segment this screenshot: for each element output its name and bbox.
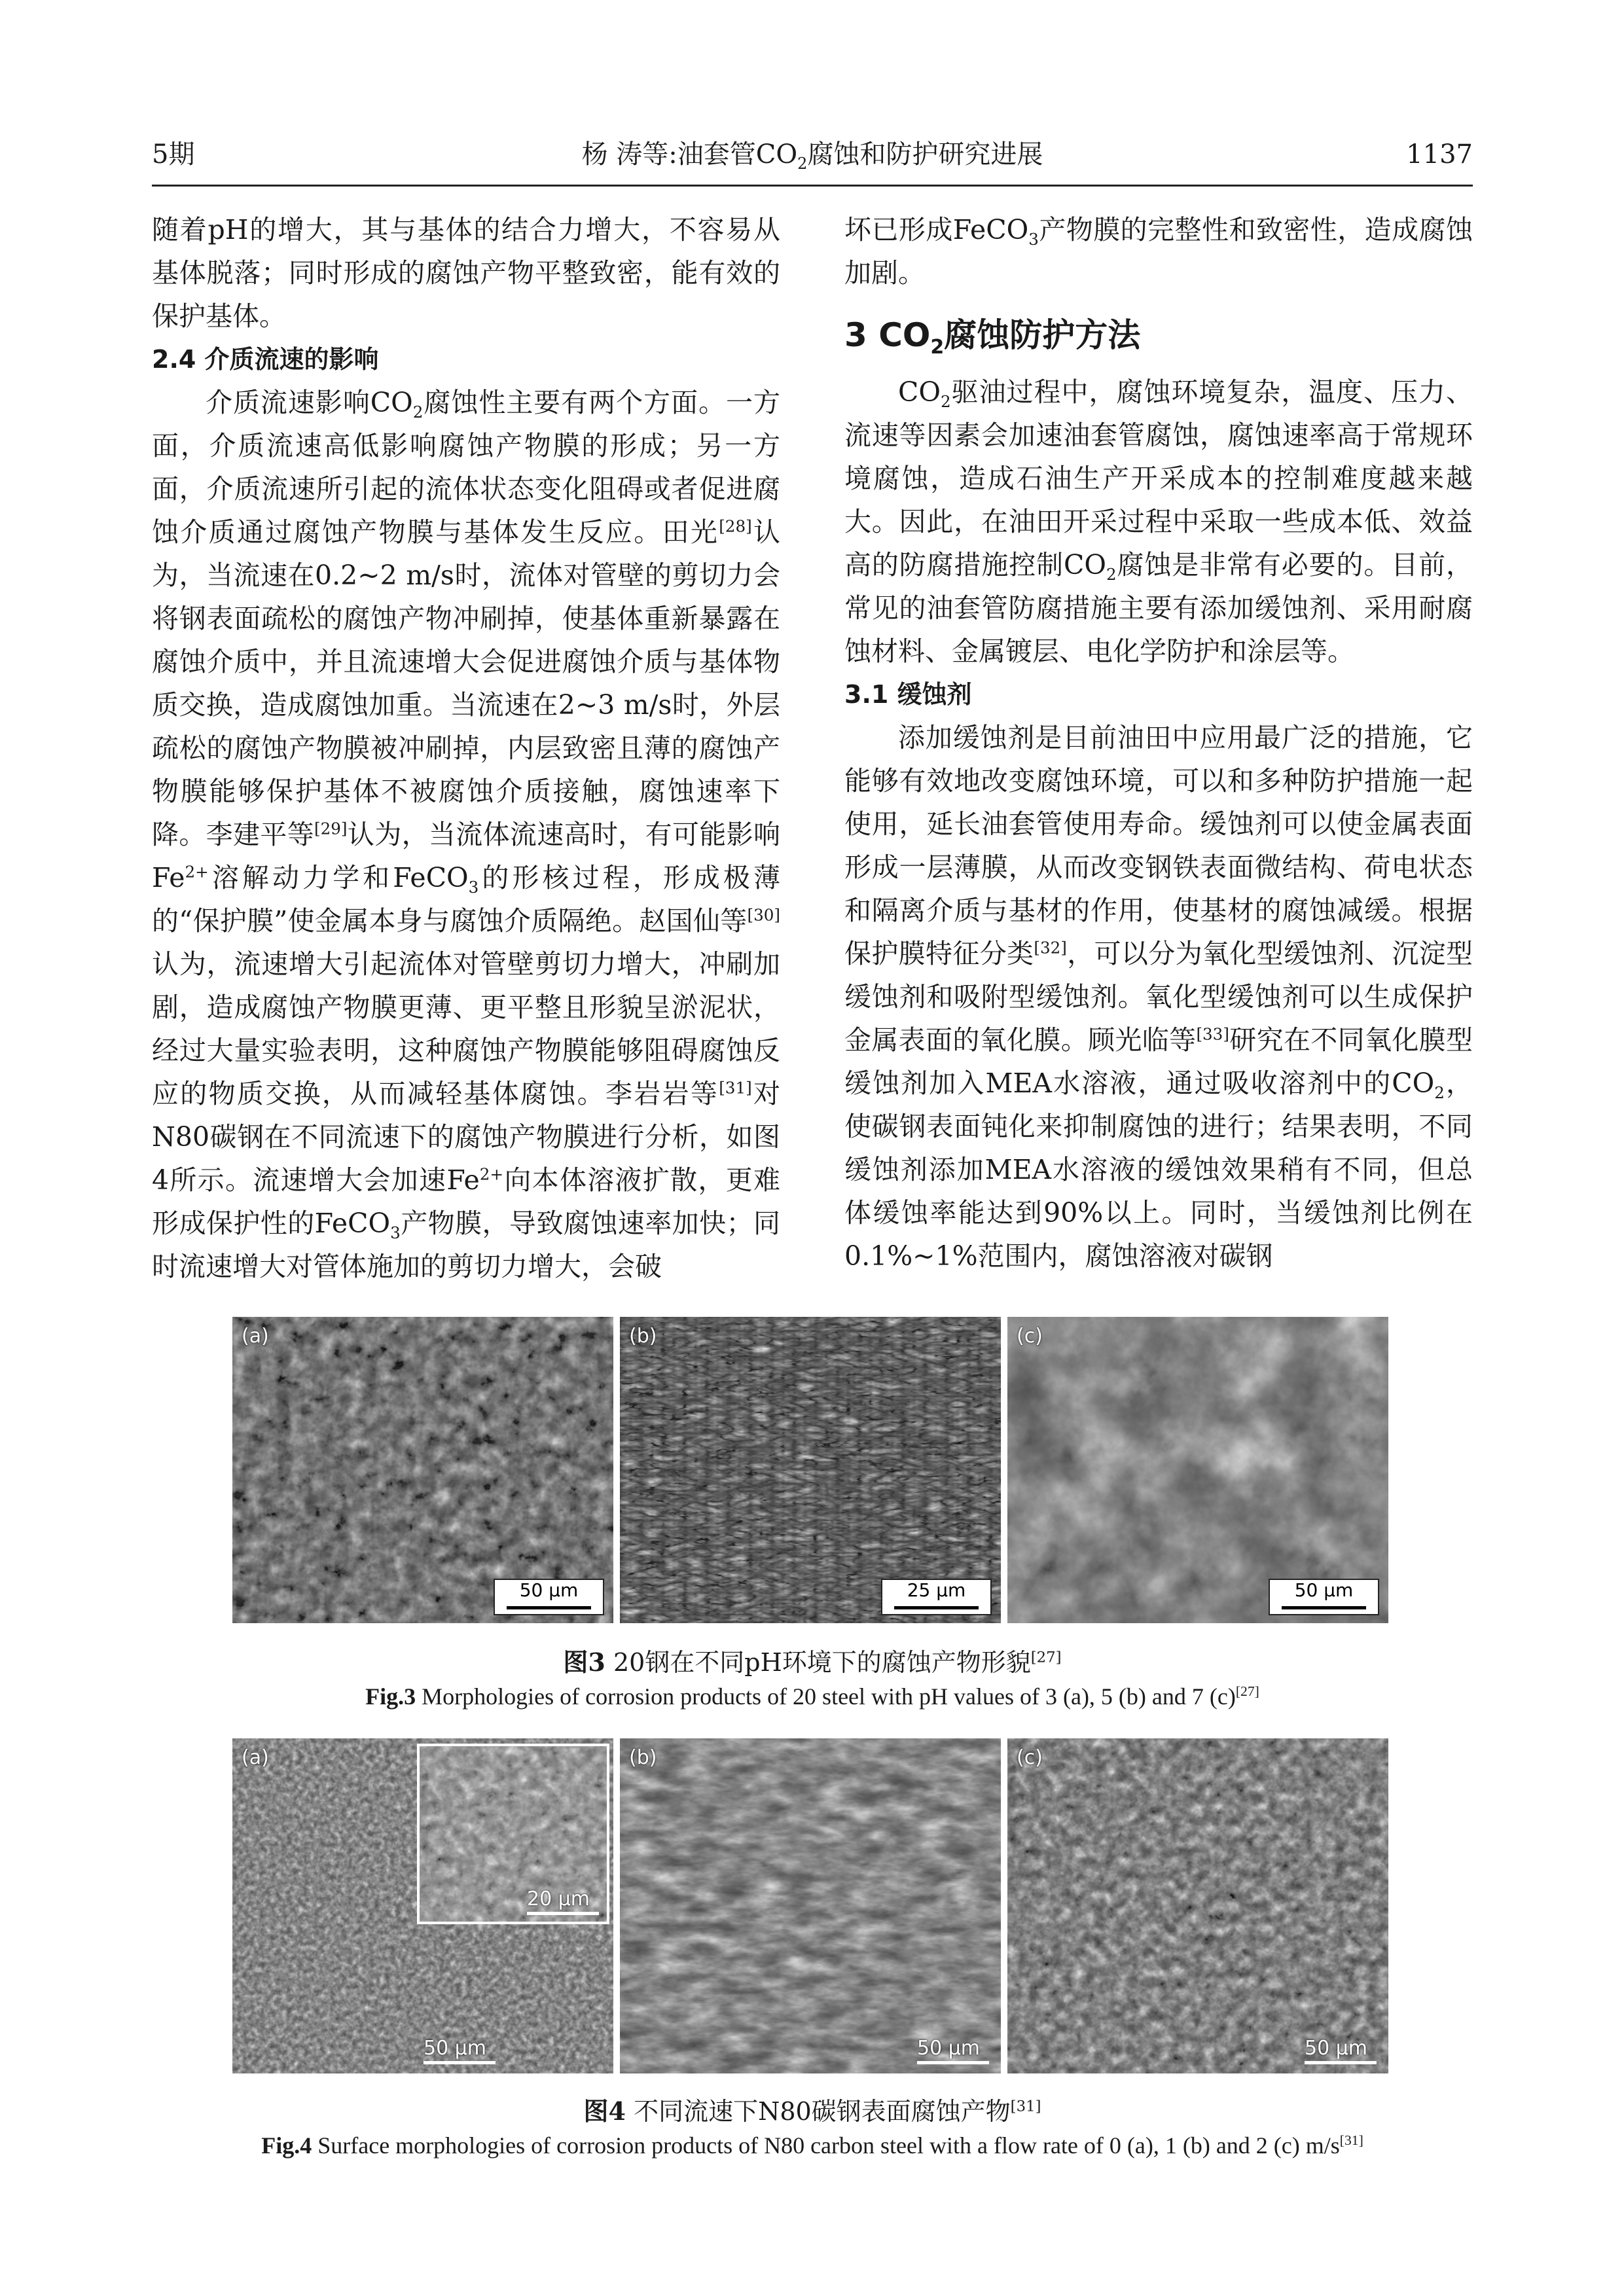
scale-bar-label: 50 µm	[424, 2037, 487, 2060]
text-run: ，使碳钢表面钝化来抑制腐蚀的进行；结果表明，不同缓蚀剂添加MEA水溶液的缓蚀效果稍有不同，但总体缓蚀率能达到90%以上。同时，当缓蚀剂比例在0.1%~1%范围内，腐蚀溶液对碳钢	[844, 1067, 1473, 1272]
citation-29: [29]	[314, 819, 348, 838]
text-run: 产物膜的完整性和致密性，造成腐蚀加剧。	[844, 214, 1473, 289]
inset-scale-label: 20 µm	[527, 1888, 590, 1910]
caption-text: Morphologies of corrosion products of 20 steel with pH values of 3 (a), 5 (b) and 7 (c)	[416, 1683, 1236, 1710]
subscript: 2	[940, 392, 951, 412]
citation-31: [31]	[719, 1078, 752, 1098]
left-column	[152, 208, 780, 1288]
running-title-suffix: 腐蚀和防护研究进展	[807, 139, 1043, 170]
text-run: 向本体溶液扩散，更难形成保护性的FeCO	[152, 1164, 781, 1239]
fig4-panel-b	[620, 1738, 1001, 2073]
running-header	[152, 136, 1473, 182]
caption-label: 图3	[563, 1647, 605, 1677]
fig4-panel-c	[1007, 1738, 1388, 2073]
subscript: 2	[412, 403, 424, 422]
running-title-sub: 2	[797, 154, 808, 173]
subscript: 3	[468, 878, 479, 897]
scale-bar	[424, 2037, 496, 2064]
right-paragraph-3	[844, 716, 1473, 1278]
subscript: 2	[1106, 565, 1117, 584]
panel-label: (b)	[629, 1325, 657, 1348]
scale-bar	[1305, 2037, 1377, 2064]
section-heading-3-1: 3.1 缓蚀剂	[844, 680, 972, 709]
running-title-prefix: 杨 涛等:油套管CO	[581, 139, 798, 170]
magnified-inset	[417, 1744, 609, 1924]
section-heading-2-4: 2.4 介质流速的影响	[152, 345, 379, 374]
text-run: 认为，流速增大引起流体对管壁剪切力增大，冲刷加剧，造成腐蚀产物膜更薄、更平整且形貌呈淤泥状，经过大量实验表明，这种腐蚀产物膜能够阻碍腐蚀反应的物质交换，从而减轻基体腐蚀。李岩岩等	[152, 948, 780, 1109]
citation-30: [30]	[747, 905, 780, 925]
scale-bar-label: 50 µm	[519, 1579, 579, 1601]
text-run: 研究在不同氧化膜型缓蚀剂加入MEA水溶液，通过吸收溶剂中的CO	[844, 1024, 1473, 1099]
text-run: 介质流速影响CO	[206, 387, 413, 418]
panel-label: (a)	[242, 1325, 269, 1348]
panel-label: (c)	[1017, 1325, 1043, 1348]
caption-citation: [27]	[1030, 1649, 1062, 1666]
superscript: 2+	[479, 1164, 504, 1184]
scale-bar	[917, 2037, 989, 2064]
text-run: 腐蚀是非常有必要的。目前，常见的油套管防腐措施主要有添加缓蚀剂、采用耐腐蚀材料、金属镀层、电化学防护和涂层等。	[844, 549, 1473, 667]
right-column	[844, 208, 1473, 1278]
figure-3	[232, 1317, 1468, 1623]
left-paragraph-1: 随着pH的增大，其与基体的结合力增大，不容易从基体脱落；同时形成的腐蚀产物平整致密，能有效的保护基体。	[152, 214, 780, 332]
scale-bar-label: 25 µm	[907, 1579, 966, 1601]
citation-32: [32]	[1034, 938, 1067, 958]
caption-text: 不同流速下N80碳钢表面腐蚀产物	[625, 2097, 1011, 2126]
scale-bar	[1269, 1579, 1379, 1615]
right-paragraph-2	[844, 370, 1473, 673]
text-run: 产物膜，导致腐蚀速率加快；同时流速增大对管体施加的剪切力增大，会破	[152, 1208, 781, 1282]
caption-text: Surface morphologies of corrosion products of N80 carbon steel with a flow rate of 0 (a), 1 (b) and 2 (c) m/s	[312, 2132, 1340, 2159]
header-rule	[152, 185, 1473, 187]
text-run: ，可以分为氧化型缓蚀剂、沉淀型缓蚀剂和吸附型缓蚀剂。氧化型缓蚀剂可以生成保护金属表面的氧化膜。顾光临等	[844, 938, 1473, 1056]
caption-label: Fig.3	[365, 1683, 416, 1710]
inset-scale-bar	[527, 1888, 599, 1915]
figure-4	[232, 1738, 1468, 2073]
subscript: 2	[930, 336, 945, 359]
scale-bar	[881, 1579, 992, 1615]
caption-citation: [31]	[1010, 2098, 1041, 2115]
text-run: 腐蚀防护方法	[944, 316, 1141, 354]
text-run: 的形核过程，形成极薄的“保护膜”使金属本身与腐蚀介质隔绝。赵国仙等	[152, 862, 780, 937]
subscript: 3	[390, 1223, 401, 1243]
text-run: 腐蚀性主要有两个方面。一方面，介质流速高低影响腐蚀产物膜的形成；另一方面，介质流速所引起的流体状态变化阻碍或者促进腐蚀介质通过腐蚀产物膜与基体发生反应。田光	[152, 387, 780, 548]
caption-label: 图4	[583, 2096, 626, 2126]
fig4-panel-a	[232, 1738, 613, 2073]
subscript: 3	[1028, 230, 1039, 249]
text-run: 认为，当流体流速高时，有可能影响Fe	[152, 819, 780, 893]
text-run: 坏已形成FeCO	[844, 214, 1029, 245]
text-run: 溶解动力学和FeCO	[208, 862, 469, 893]
caption-text: 20钢在不同pH环境下的腐蚀产物形貌	[605, 1648, 1031, 1677]
text-run: 对N80碳钢在不同流速下的腐蚀产物膜进行分析，如图4所示。流速增大会加速Fe	[152, 1078, 781, 1196]
page-number: 1137	[1406, 139, 1473, 170]
sem-image	[620, 1738, 1001, 2073]
panel-label: (b)	[629, 1746, 657, 1769]
scale-bar-label: 50 µm	[1294, 1579, 1354, 1601]
section-heading-3	[844, 310, 1473, 360]
fig3-panel-a	[232, 1317, 613, 1623]
caption-citation: [27]	[1235, 1683, 1259, 1699]
fig3-panel-b	[620, 1317, 1001, 1623]
text-run: 驱油过程中，腐蚀环境复杂，温度、压力、流速等因素会加速油套管腐蚀，腐蚀速率高于常规环境腐蚀，造成石油生产开采成本的控制难度越来越大。因此，在油田开采过程中采取一些成本低、效益高的防腐措施控制CO	[844, 376, 1473, 581]
fig3-panel-c	[1007, 1317, 1388, 1623]
scale-bar-label: 50 µm	[917, 2037, 981, 2060]
citation-33: [33]	[1196, 1024, 1229, 1044]
figure-4-caption-zh	[152, 2094, 1473, 2128]
left-paragraph-2	[152, 381, 780, 1288]
right-paragraph-1	[844, 208, 1473, 295]
caption-citation: [31]	[1339, 2132, 1363, 2148]
subscript: 2	[1434, 1083, 1445, 1103]
issue-number: 5期	[152, 139, 195, 170]
caption-label: Fig.4	[261, 2132, 312, 2159]
citation-28: [28]	[719, 516, 752, 536]
figure-3-caption-en	[152, 1679, 1473, 1713]
text-run: 认为，当流速在0.2~2 m/s时，流体对管壁的剪切力会将钢表面疏松的腐蚀产物冲刷掉，使基体重新暴露在腐蚀介质中，并且流速增大会促进腐蚀介质与基体物质交换，造成腐蚀加重。当流速在2~3 m/s时，外层疏松的腐蚀产物膜被冲刷掉，内层致密且薄的腐蚀产物膜能够保护基体不被腐蚀介质接触，腐蚀速率下降。李建平等	[152, 516, 781, 850]
text-run: 3 CO	[844, 316, 931, 354]
running-title	[152, 136, 1473, 173]
sem-image	[1007, 1738, 1388, 2073]
text-run: CO	[898, 376, 941, 408]
panel-label: (a)	[242, 1746, 269, 1769]
figure-4-caption-en	[152, 2128, 1473, 2162]
panel-label: (c)	[1017, 1746, 1043, 1769]
figure-3-caption-zh	[152, 1645, 1473, 1679]
scale-bar	[494, 1579, 604, 1615]
scale-bar-label: 50 µm	[1305, 2037, 1368, 2060]
superscript: 2+	[185, 862, 209, 882]
text-run: 添加缓蚀剂是目前油田中应用最广泛的措施，它能够有效地改变腐蚀环境，可以和多种防护措施一起使用，延长油套管使用寿命。缓蚀剂可以使金属表面形成一层薄膜，从而改变钢铁表面微结构、荷电状态和隔离介质与基材的作用，使基材的腐蚀减缓。根据保护膜特征分类	[844, 722, 1473, 969]
